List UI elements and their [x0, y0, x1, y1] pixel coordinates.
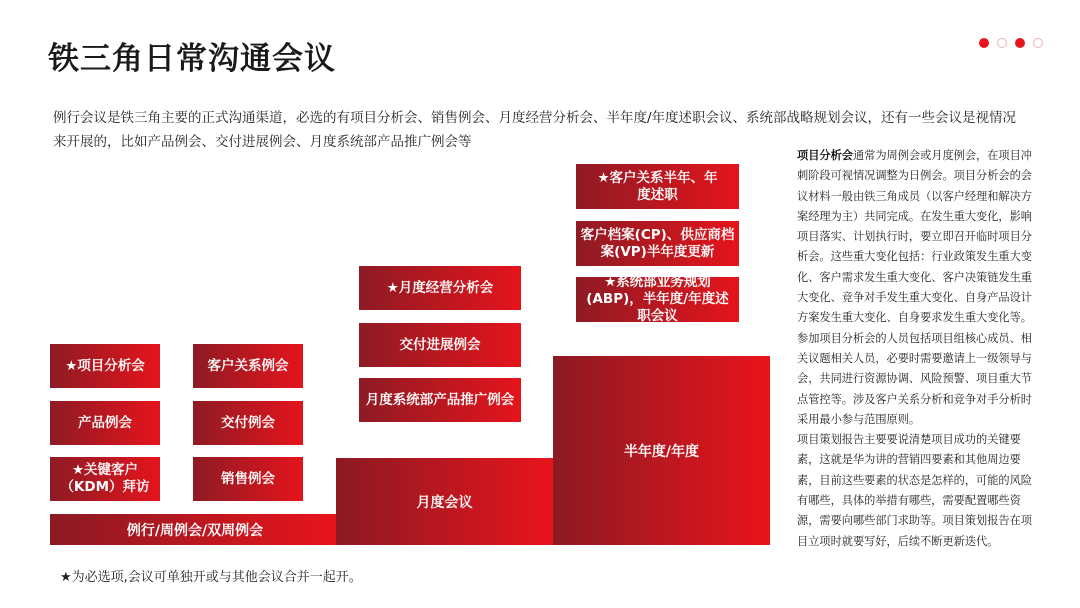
page-dot-2 — [997, 38, 1007, 48]
box-archive-update: 客户档案(CP)、供应商档案(VP)半年度更新 — [576, 221, 739, 266]
side-bold-lead: 项目分析会 — [797, 149, 853, 162]
box-delivery: 交付例会 — [193, 401, 303, 445]
tier-routine: 例行/周例会/双周例会 — [50, 514, 340, 545]
intro-paragraph: 例行会议是铁三角主要的正式沟通渠道，必选的有项目分析会、销售例会、月度经营分析会、半年度/年度述职会议、系统部战略规划会议，还有一些会议是视情况来开展的，比如产品例会、交付进展例会、月度系统部产品推广例会等 — [53, 110, 1017, 150]
box-product-promotion: 月度系统部产品推广例会 — [359, 378, 521, 422]
box-kdm-visit: ★关键客户（KDM）拜访 — [50, 457, 160, 501]
page-dot-3 — [1015, 38, 1025, 48]
box-abp: ★系统部业务规划(ABP)，半年度/年度述职会议 — [576, 277, 739, 322]
page-dot-1 — [979, 38, 989, 48]
tier-half-year: 半年度/年度 — [553, 356, 770, 545]
pagination-dots — [979, 38, 1043, 48]
page-title: 铁三角日常沟通会议 — [48, 41, 336, 77]
box-product: 产品例会 — [50, 401, 160, 445]
box-delivery-progress: 交付进展例会 — [359, 323, 521, 367]
box-customer-report: ★客户关系半年、年度述职 — [576, 164, 739, 209]
footnote: ★为必选项,会议可单独开或与其他会议合并一起开。 — [60, 570, 362, 585]
box-business-analysis: ★月度经营分析会 — [359, 266, 521, 310]
side-description — [797, 146, 1032, 552]
side-paragraph-1 — [797, 146, 1032, 430]
box-sales: 销售例会 — [193, 457, 303, 501]
box-project-analysis: ★项目分析会 — [50, 344, 160, 388]
tier-monthly: 月度会议 — [336, 458, 553, 545]
page-dot-4 — [1033, 38, 1043, 48]
side-paragraph-2: 项目策划报告主要要说清楚项目成功的关键要素，这就是华为讲的营销四要素和其他周边要素，目前这些要素的状态是怎样的，可能的风险有哪些，具体的举措有哪些，需要配置哪些资源，需要向哪些部门求助等。项目策划报告在项目立项时就要写好，后续不断更新迭代。 — [797, 433, 1032, 548]
box-customer-relations: 客户关系例会 — [193, 344, 303, 388]
side-paragraph-1-text: 通常为周例会或月度例会，在项目冲刺阶段可视情况调整为日例会。项目分析会的会议材料一般由铁三角成员（以客户经理和解决方案经理为主）共同完成。在发生重大变化，影响项目落实、计划执行时，要立即召开临时项目分析会。这些重大变化包括：行业政策发生重大变化、客户需求发生重大变化、客户决策链发生重大变化、竞争对手发生重大变化、自身产品设计方案发生重大变化、自身要求发生重大变化等。参加项目分析会的人员包括项目组核心成员、相关议题相关人员，必要时需要邀请上一级领导与会，共同进行资源协调、风险预警、项目重大节点管控等。涉及客户关系分析和竞争对手分析时采用最小参与范围原则。 — [797, 149, 1032, 426]
